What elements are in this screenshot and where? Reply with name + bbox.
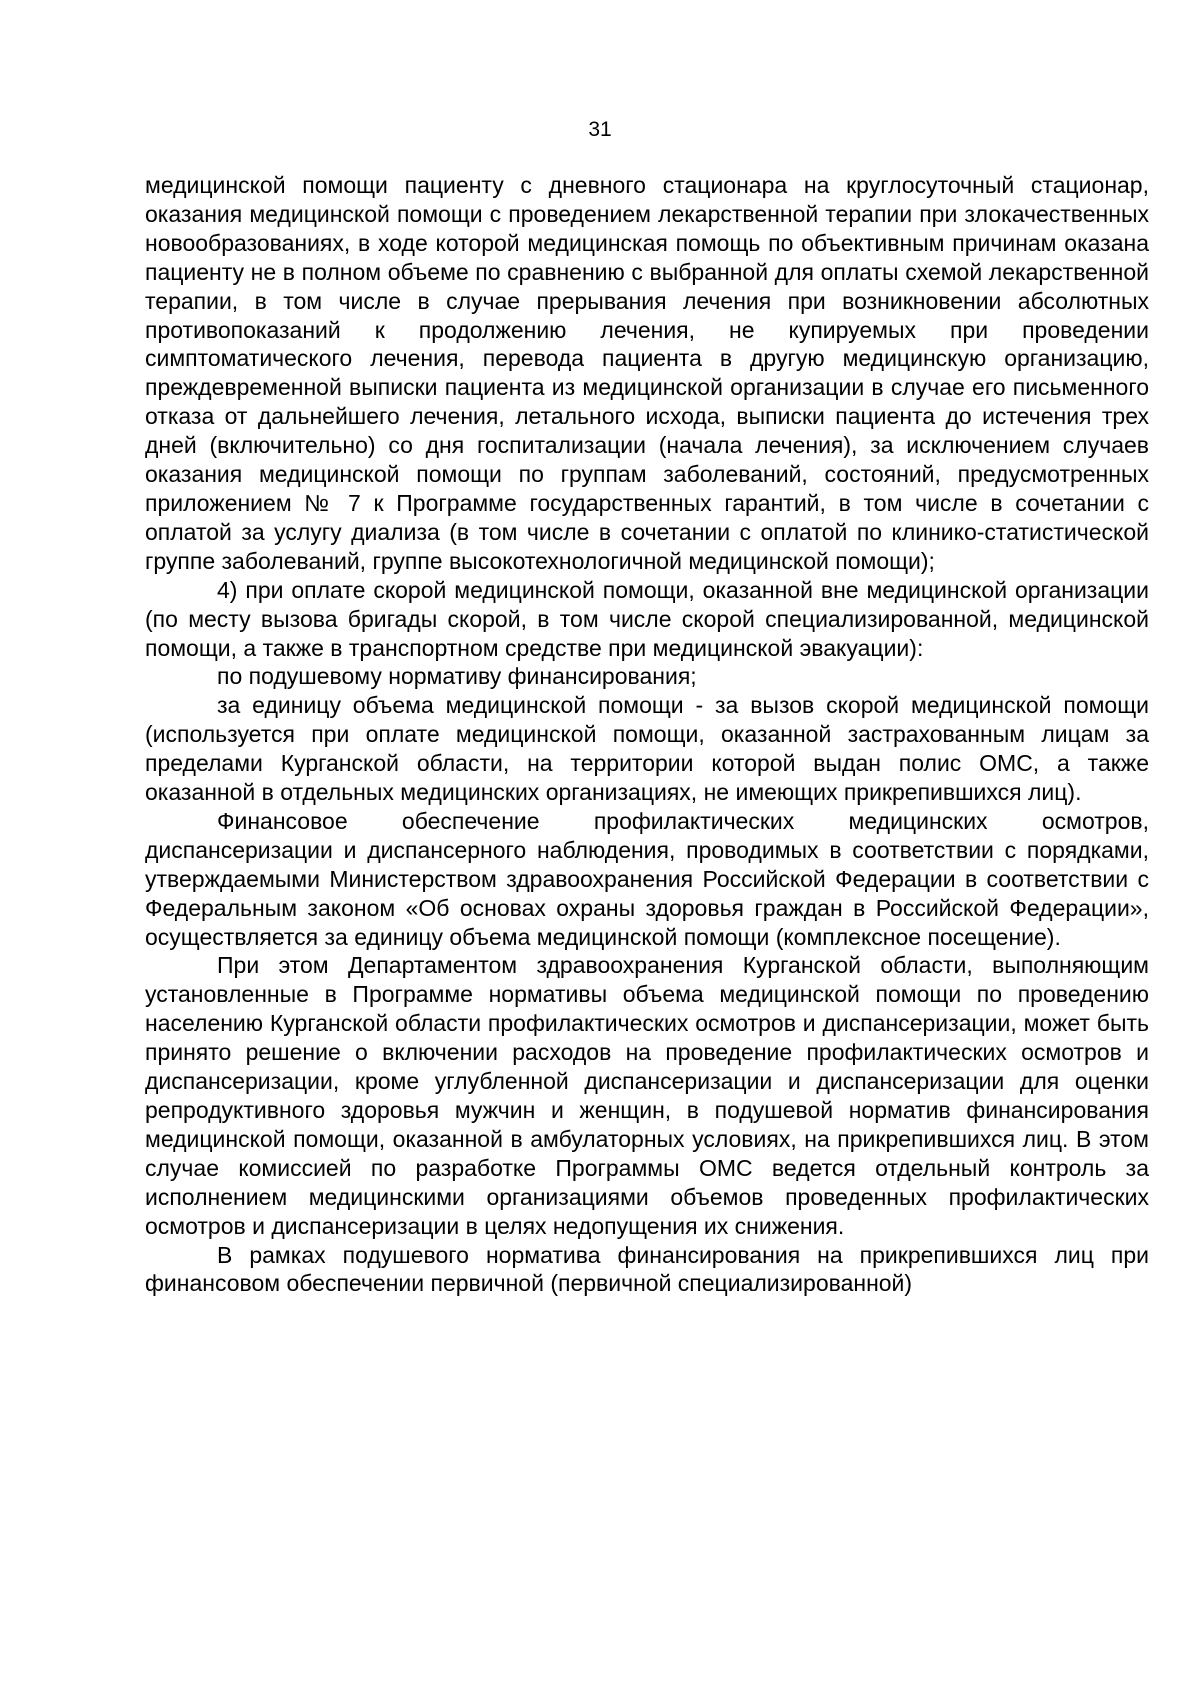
paragraph: медицинской помощи пациенту с дневного стационара на круглосуточный стационар, оказания медицинской помощи с проведением лекарственной терапии при злокачественных новообразованиях, в ходе которой медицинская помощь по объективным причинам оказана пациенту не в полном объеме по сравнению с выбранной для оплаты схемой лекарственной терапии, в том числе в случае прерывания лечения при возникновении абсолютных противопоказаний к продолжению лечения, не купируемых при проведении симптоматического лечения, перевода пациента в другую медицинскую организацию, преждевременной выписки пациента из медицинской организации в случае его письменного отказа от дальнейшего лечения, летального исхода, выписки пациента до истечения трех дней (включительно) со дня госпитализации (начала лечения), за исключением случаев оказания медицинской помощи по группам заболеваний, состояний, предусмотренных приложением № 7 к Программе государственных гарантий, в том числе в сочетании с оплатой за услугу диализа (в том числе в сочетании с оплатой по клинико-статистической группе заболеваний, группе высокотехнологичной медицинской помощи); <box>145 172 1149 574</box>
paragraph: по подушевому нормативу финансирования; <box>217 663 697 690</box>
paragraph: Финансовое обеспечение профилактических медицинских осмотров, диспансеризации и диспансерного наблюдения, проводимых в соответствии с порядками, утверждаемыми Министерством здравоохранения Российской Федерации в соответствии с Федеральным законом «Об основах охраны здоровья граждан в Российской Федерации», осуществляется за единицу объема медицинской помощи (комплексное посещение). <box>145 807 1149 950</box>
document-body <box>145 171 1149 1298</box>
paragraph: В рамках подушевого норматива финансирования на прикрепившихся лиц при финансовом обеспечении первичной (первичной специализированной) <box>145 1241 1149 1297</box>
paragraph: При этом Департаментом здравоохранения Курганской области, выполняющим установленные в Программе нормативы объема медицинской помощи по проведению населению Курганской области профилактических осмотров и диспансеризации, может быть принято решение о включении расходов на проведение профилактических осмотров и диспансеризации, кроме углубленной диспансеризации и диспансеризации для оценки репродуктивного здоровья мужчин и женщин, в подушевой норматив финансирования медицинской помощи, оказанной в амбулаторных условиях, на прикрепившихся лиц. В этом случае комиссией по разработке Программы ОМС ведется отдельный контроль за исполнением медицинскими организациями объемов проведенных профилактических осмотров и диспансеризации в целях недопущения их снижения. <box>145 952 1149 1239</box>
paragraph: за единицу объема медицинской помощи - за вызов скорой медицинской помощи (используется при оплате медицинской помощи, оказанной застрахованным лицам за пределами Курганской области, на территории которой выдан полис ОМС, а также оказанной в отдельных медицинских организациях, не имеющих прикрепившихся лиц). <box>145 692 1149 806</box>
page-number: 31 <box>588 118 612 141</box>
paragraph: 4) при оплате скорой медицинской помощи, оказанной вне медицинской организации (по месту вызова бригады скорой, в том числе скорой специализированной, медицинской помощи, а также в транспортном средстве при медицинской эвакуации): <box>145 576 1149 661</box>
